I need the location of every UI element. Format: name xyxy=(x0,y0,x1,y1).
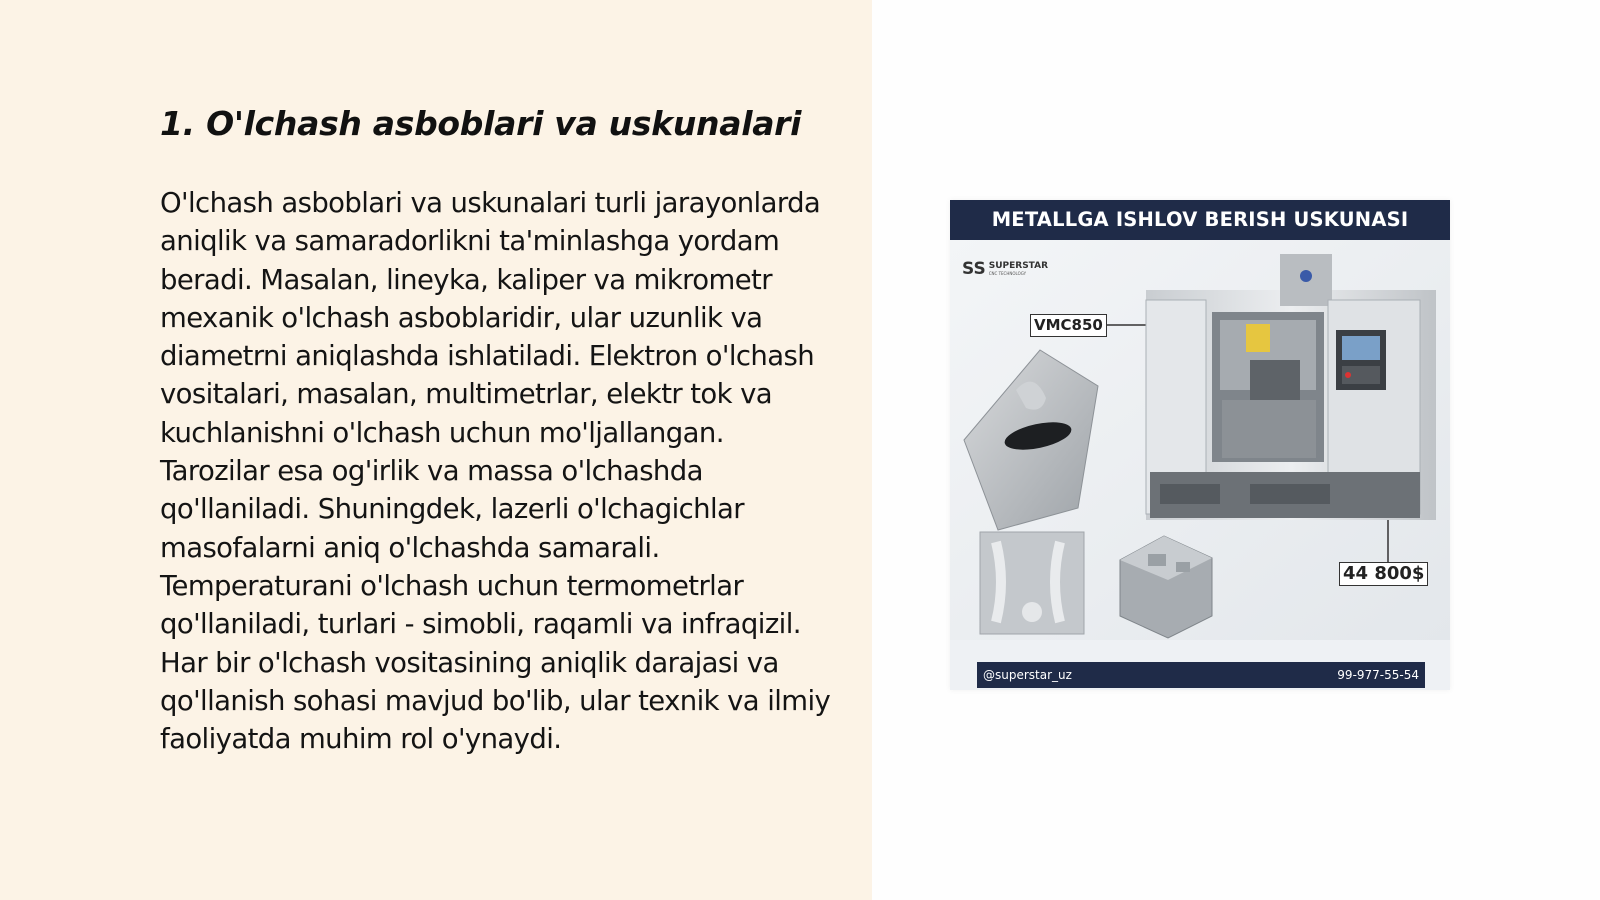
ad-header-banner: METALLGA ISHLOV BERISH USKUNASI xyxy=(950,200,1450,240)
model-label: VMC850 xyxy=(1030,314,1107,337)
slide-body-text: O'lchash asboblari va uskunalari turli jarayonlarda aniqlik va samaradorlikni ta'minlashga yordam beradi. Masalan, lineyka, kaliper va mikrometr mexanik o'lchash asboblaridir, ular uzunlik va diametrni aniqlashda ishlatiladi. Elektron o'lchash vositalari, masalan, multimetrlar, elektr tok va kuchlanishni o'lchash uchun mo'ljallangan. Tarozilar esa og'irlik va massa o'lchashda qo'llaniladi. Shuningdek, lazerli o'lchagichlar masofalarni aniq o'lchashda samarali. Temperaturani o'lchash uchun termometrlar qo'llaniladi, turlari - simobli, raqamli va infraqizil. Har bir o'lchash vositasining aniqlik darajasi va qo'llanish sohasi mavjud bo'lib, ular texnik va ilmiy faoliyatda muhim rol o'ynaydi. xyxy=(160,187,831,756)
phone-number: 99-977-55-54 xyxy=(1337,668,1419,682)
brand-subtitle: CNC TECHNOLOGY xyxy=(988,271,1027,276)
social-handle: @superstar_uz xyxy=(983,668,1072,682)
slide-title: 1. O'lchash asboblari va uskunalari xyxy=(160,104,802,143)
brand-mark: SS xyxy=(962,259,986,279)
machine-advertisement-image xyxy=(950,200,1450,690)
price-label: 44 800$ xyxy=(1339,562,1428,586)
brand-name: SUPERSTAR xyxy=(988,261,1049,271)
ad-footer-banner xyxy=(977,662,1425,688)
superstar-logo xyxy=(962,256,1049,282)
